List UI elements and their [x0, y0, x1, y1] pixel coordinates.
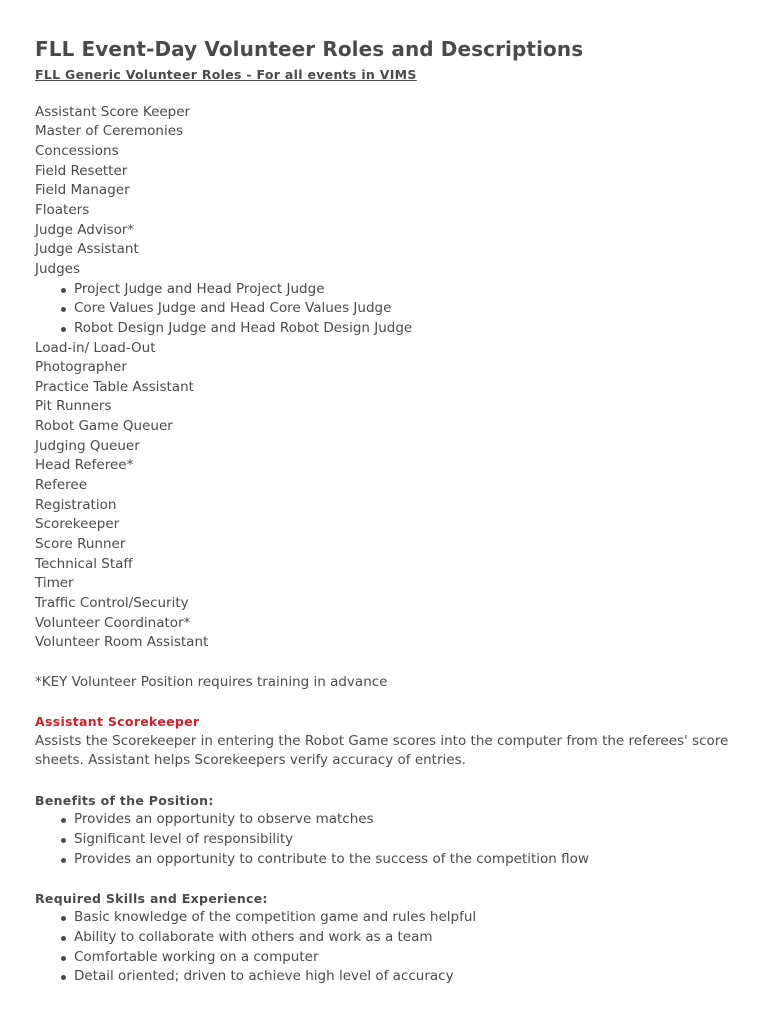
spacer	[35, 771, 745, 791]
role-item	[35, 240, 745, 260]
role-item	[35, 496, 745, 516]
role-description: Assists the Scorekeeper in entering the Robot Game scores into the computer from the referees' score sheets. Assistant helps Scorekeepers verify accuracy of entries.	[35, 732, 729, 769]
role-label: Score Runner	[35, 536, 126, 553]
role-item	[35, 378, 745, 398]
role-sub-item: Core Values Judge and Head Core Values Judge	[35, 299, 745, 319]
benefits-heading: Benefits of the Position:	[35, 792, 214, 808]
role-label: Volunteer Room Assistant	[35, 634, 209, 651]
role-item	[35, 358, 745, 378]
role-item	[35, 162, 745, 182]
document-page	[35, 34, 745, 987]
role-label: Technical Staff	[35, 555, 133, 572]
role-label: Judge Advisor*	[35, 221, 135, 238]
role-sub-item: Project Judge and Head Project Judge	[35, 280, 745, 300]
role-label: Concessions	[35, 142, 119, 159]
role-label: Field Resetter	[35, 162, 128, 179]
role-item	[35, 515, 745, 535]
role-item	[35, 437, 745, 457]
role-item	[35, 594, 745, 614]
spacer	[35, 653, 745, 673]
role-label: Judge Assistant	[35, 241, 139, 258]
key-note: *KEY Volunteer Position requires training in advance	[35, 673, 388, 690]
role-item	[35, 476, 745, 496]
role-item	[35, 555, 745, 575]
role-item	[35, 535, 745, 555]
role-label: Scorekeeper	[35, 516, 120, 533]
skills-list	[35, 908, 745, 987]
role-item	[35, 339, 745, 359]
role-item	[35, 456, 745, 476]
role-item	[35, 201, 745, 221]
role-label: Judging Queuer	[35, 437, 140, 454]
spacer	[35, 869, 745, 889]
role-sub-item: Robot Design Judge and Head Robot Design Judge	[35, 319, 745, 339]
role-label: Referee	[35, 477, 88, 494]
role-label: Practice Table Assistant	[35, 378, 194, 395]
role-item	[35, 633, 745, 653]
document-subtitle: FLL Generic Volunteer Roles - For all events in VIMS	[35, 67, 417, 82]
role-item	[35, 221, 745, 241]
role-item	[35, 397, 745, 417]
skill-item: Detail oriented; driven to achieve high level of accuracy	[35, 967, 745, 987]
role-label: Field Manager	[35, 182, 130, 199]
role-label: Pit Runners	[35, 398, 112, 415]
roles-list	[35, 103, 745, 653]
skills-heading: Required Skills and Experience:	[35, 890, 268, 906]
role-label: Judges	[35, 260, 81, 277]
role-item	[35, 142, 745, 162]
role-item	[35, 103, 745, 123]
document-title: FLL Event-Day Volunteer Roles and Descriptions	[35, 37, 584, 61]
role-item	[35, 260, 745, 339]
spacer	[35, 692, 745, 712]
role-item	[35, 417, 745, 437]
role-label: Master of Ceremonies	[35, 123, 184, 140]
role-label: Floaters	[35, 201, 90, 218]
benefit-item: Provides an opportunity to observe matches	[35, 810, 745, 830]
benefit-item: Provides an opportunity to contribute to the success of the competition flow	[35, 850, 745, 870]
skill-item: Comfortable working on a computer	[35, 948, 745, 968]
document-body	[35, 83, 745, 987]
role-item	[35, 614, 745, 634]
role-label: Volunteer Coordinator*	[35, 614, 191, 631]
role-label: Traffic Control/Security	[35, 595, 189, 612]
role-label: Load-in/ Load-Out	[35, 339, 156, 356]
role-section-heading: Assistant Scorekeeper	[35, 713, 200, 729]
role-label: Timer	[35, 575, 74, 592]
role-item	[35, 574, 745, 594]
benefits-list	[35, 810, 745, 869]
skill-item: Basic knowledge of the competition game and rules helpful	[35, 908, 745, 928]
role-item	[35, 122, 745, 142]
role-label: Assistant Score Keeper	[35, 103, 191, 120]
role-label: Head Referee*	[35, 457, 134, 474]
role-label: Robot Game Queuer	[35, 418, 173, 435]
role-item	[35, 181, 745, 201]
skill-item: Ability to collaborate with others and work as a team	[35, 928, 745, 948]
role-label: Photographer	[35, 359, 127, 376]
role-sub-list	[35, 280, 745, 339]
benefit-item: Significant level of responsibility	[35, 830, 745, 850]
role-label: Registration	[35, 496, 117, 513]
spacer	[35, 83, 745, 103]
